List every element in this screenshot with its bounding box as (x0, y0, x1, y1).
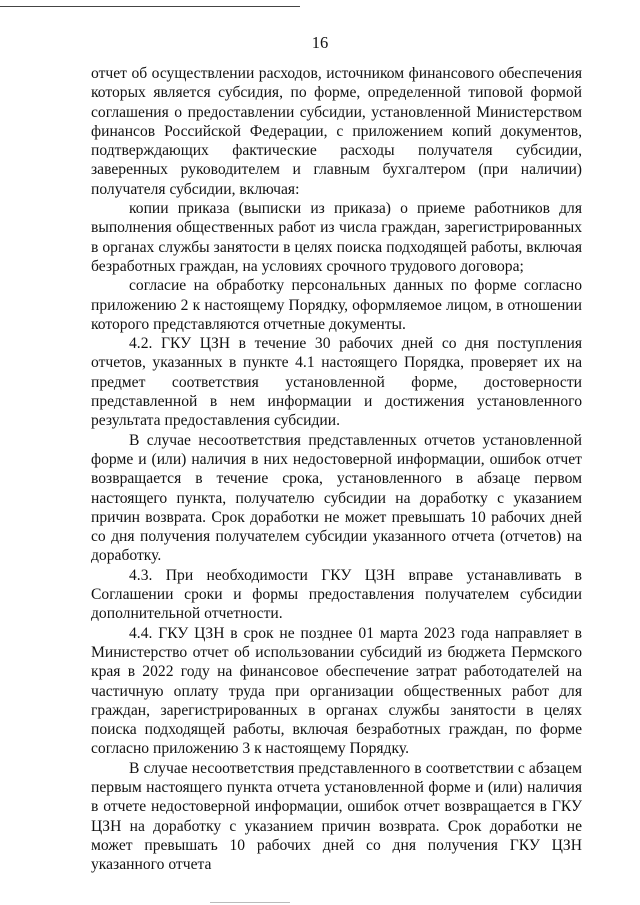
document-body (91, 64, 582, 874)
paragraph: В случае несоответствия представленного в соответствии с абзацем первым настоящего пункта отчета установленной форме и (или) наличия в отчете недостоверной информации, ошибок отчет возвращается в ГКУ ЦЗН на доработку с указанием причин возврата. Срок доработки не может превышать 10 рабочих дней со дня получения ГКУ ЦЗН указанного отчета (91, 759, 582, 874)
paragraph: 4.4. ГКУ ЦЗН в срок не позднее 01 марта 2023 года направляет в Министерство отчет об использовании субсидий из бюджета Пермского края в 2022 году на финансовое обеспечение затрат работодателей на частичную оплату труда при организации общественных работ для граждан, зарегистрированных в органах службы занятости в целях поиска подходящей работы, включая безработных граждан, по форме согласно приложению 3 к настоящему Порядку. (91, 624, 582, 758)
paragraph: копии приказа (выписки из приказа) о приеме работников для выполнения общественных работ из числа граждан, зарегистрированных в органах службы занятости в целях поиска подходящей работы, включая безработных граждан, на условиях срочного трудового договора; (91, 200, 582, 275)
paragraph: 4.3. При необходимости ГКУ ЦЗН вправе устанавливать в Соглашении сроки и формы предоставления получателем субсидии дополнительной отчетности. (91, 566, 582, 623)
paragraph: 4.2. ГКУ ЦЗН в течение 30 рабочих дней со дня поступления отчетов, указанных в пункте 4.1 настоящего Порядка, проверяет их на предмет соответствия установленной форме, достоверности представленной в нем информации и достижения установленного результата предоставления субсидии. (91, 335, 582, 430)
header-rule (0, 6, 300, 7)
page-number: 16 (311, 33, 329, 52)
paragraph: согласие на обработку персональных данных по форме согласно приложению 2 к настоящему Порядку, оформляемое лицом, в отношении которого представляются отчетные документы. (91, 277, 582, 333)
paragraph: отчет об осуществлении расходов, источником финансового обеспечения которых является субсидия, по форме, определенной типовой формой соглашения о предоставлении субсидии, установленной Министерством финансов Российской Федерации, с приложением копий документов, подтверждающих фактические расходы получателя субсидии, заверенных руководителем и главным бухгалтером (при наличии) получателя субсидии, включая: (91, 65, 582, 198)
footer-mark (210, 902, 290, 903)
paragraph: В случае несоответствия представленных отчетов установленной форме и (или) наличия в них недостоверной информации, ошибок отчет возвращается в течение срока, установленного в абзаце первом настоящего пункта, получателю субсидии на доработку с указанием причин возврата. Срок доработки не может превышать 10 рабочих дней со дня получения получателем субсидии указанного отчета (отчетов) на доработку. (91, 431, 582, 565)
